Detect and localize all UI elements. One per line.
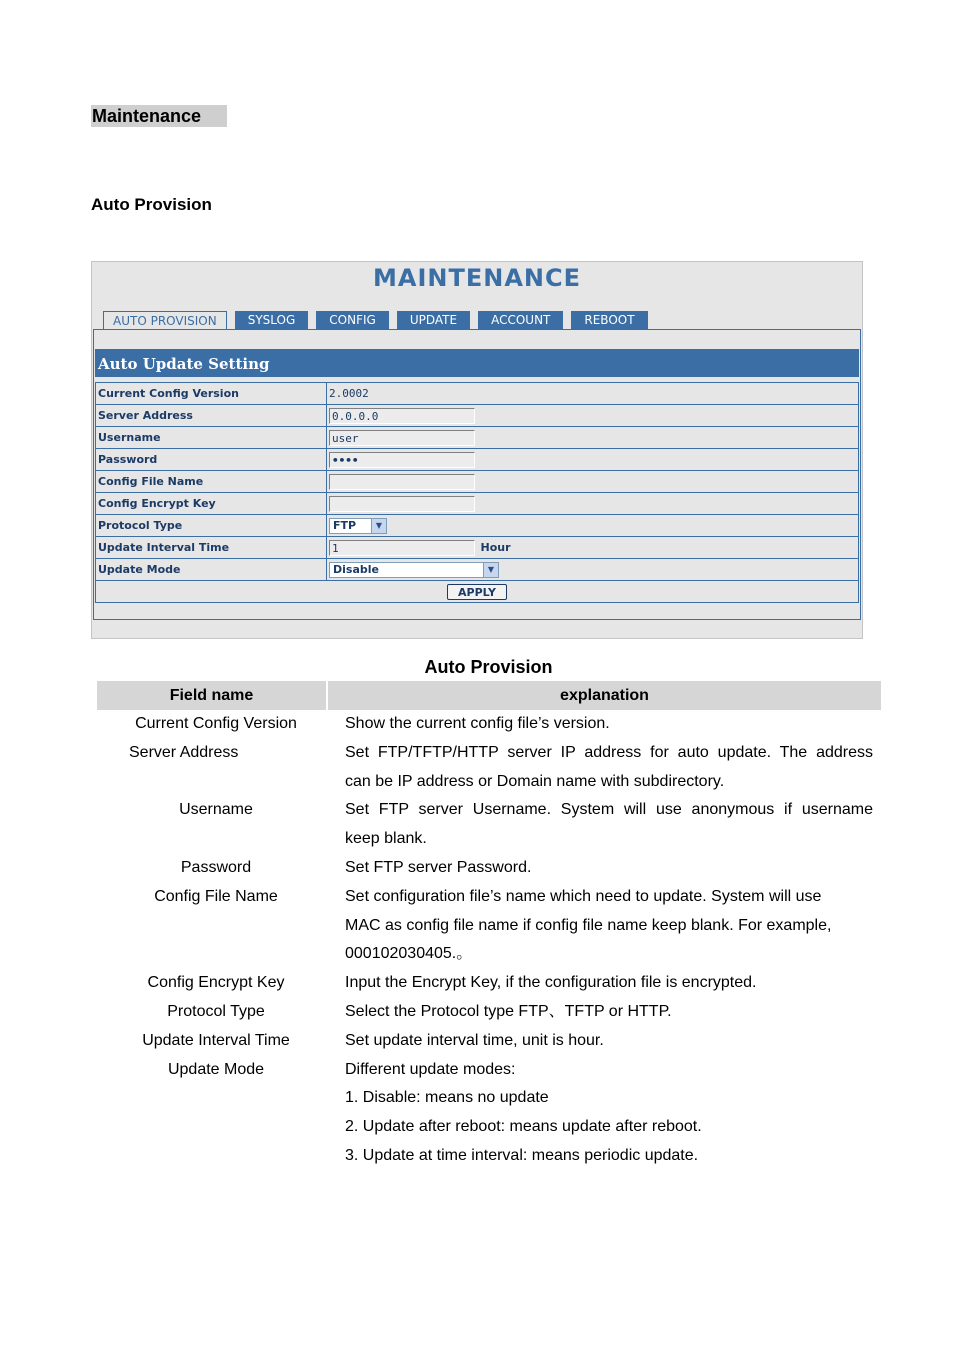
- explanation-line: can be IP address or Domain name with subdirectory.: [345, 772, 725, 790]
- explanation-line: Set FTP server Password.: [345, 858, 532, 876]
- explanation-line: Input the Encrypt Key, if the configuration file is encrypted.: [345, 974, 757, 992]
- table-row: [97, 796, 881, 854]
- explanation: [345, 1056, 873, 1171]
- current-config-version-label: Current Config Version: [96, 383, 327, 405]
- table-row: [97, 854, 881, 883]
- table-row: [97, 1056, 881, 1171]
- tab-update[interactable]: UPDATE: [397, 311, 470, 330]
- field-name: Server Address: [129, 743, 239, 761]
- tab-auto-provision[interactable]: AUTO PROVISION: [103, 311, 227, 330]
- explanation-line: Set FTP/TFTP/HTTP server IP address for auto update. The address: [345, 743, 873, 761]
- explanation-line: Show the current config file’s version.: [345, 715, 610, 732]
- chevron-down-icon[interactable]: ▼: [371, 519, 386, 533]
- explanation-line: Set configuration file’s name which need to update. System will use: [345, 887, 822, 905]
- explanation-line: MAC as config file name if config file name keep blank. For example,: [345, 916, 832, 934]
- protocol-type-select[interactable]: [329, 518, 387, 534]
- explanation-rows: [97, 710, 881, 1171]
- explanation-line: Set FTP server Username. System will use anonymous if username: [345, 801, 873, 819]
- form-row: [96, 427, 859, 449]
- field-name: Password: [180, 858, 252, 876]
- apply-button[interactable]: APPLY: [447, 584, 507, 600]
- form-row: [96, 471, 859, 493]
- password-label: Password: [96, 449, 327, 471]
- update-interval-time-input[interactable]: 1: [329, 540, 475, 556]
- explanation-header: explanation: [328, 681, 881, 710]
- update-mode-select[interactable]: [329, 562, 499, 578]
- chevron-down-icon[interactable]: ▼: [483, 563, 498, 577]
- tab-reboot[interactable]: REBOOT: [571, 311, 647, 330]
- field-name-header: Field name: [97, 681, 326, 710]
- panel-title: MAINTENANCE: [373, 264, 581, 292]
- config-encrypt-key-label: Config Encrypt Key: [96, 493, 327, 515]
- explanation: [345, 854, 873, 883]
- field-name: Current Config Version: [135, 715, 297, 732]
- section-heading: Maintenance: [91, 105, 227, 127]
- tab-config[interactable]: CONFIG: [316, 311, 389, 330]
- tab-syslog[interactable]: SYSLOG: [235, 311, 309, 330]
- config-file-name-label: Config File Name: [96, 471, 327, 493]
- field-name: Update Interval Time: [142, 1031, 290, 1049]
- explanation: [345, 883, 873, 969]
- protocol-type-label: Protocol Type: [96, 515, 327, 537]
- explanation-line: Different update modes:: [345, 1060, 516, 1078]
- update-mode-value: Disable: [333, 563, 379, 576]
- table-row: [97, 1027, 881, 1056]
- update-interval-time-label: Update Interval Time: [96, 537, 327, 559]
- field-name: Protocol Type: [167, 1002, 265, 1020]
- username-input[interactable]: user: [329, 430, 475, 446]
- explanation: [345, 796, 873, 854]
- auto-update-form: [95, 382, 859, 603]
- table-row: [97, 883, 881, 969]
- explanation: [345, 998, 873, 1027]
- form-row: [96, 515, 859, 537]
- table-row: [97, 710, 881, 739]
- username-label: Username: [96, 427, 327, 449]
- explanation-line: 000102030405.。: [345, 945, 473, 963]
- explanation: [345, 969, 873, 998]
- form-row: [96, 383, 859, 405]
- form-row: [96, 537, 859, 559]
- explanation: [345, 710, 873, 739]
- explanation: [345, 1027, 873, 1056]
- explanation-line: 3. Update at time interval: means periodic update.: [345, 1146, 699, 1164]
- table-row: [97, 969, 881, 998]
- maintenance-panel: [91, 261, 863, 639]
- config-file-name-input[interactable]: [329, 474, 475, 490]
- explanation-line: Select the Protocol type FTP、TFTP or HTTP.: [345, 1002, 672, 1020]
- protocol-type-value: FTP: [333, 519, 357, 532]
- form-row: [96, 449, 859, 471]
- server-address-input[interactable]: 0.0.0.0: [329, 408, 475, 424]
- form-row: [96, 493, 859, 515]
- explanation-line: keep blank.: [345, 830, 427, 848]
- form-row: [96, 581, 859, 603]
- update-mode-label: Update Mode: [96, 559, 327, 581]
- server-address-label: Server Address: [96, 405, 327, 427]
- form-row: [96, 405, 859, 427]
- field-name: Config Encrypt Key: [147, 974, 285, 992]
- table-row: [97, 739, 881, 797]
- tab-account[interactable]: ACCOUNT: [478, 311, 563, 330]
- explanation-line: 2. Update after reboot: means update after reboot.: [345, 1118, 702, 1136]
- explanation: [345, 739, 873, 797]
- field-name: Config File Name: [154, 887, 278, 905]
- password-input[interactable]: ••••: [329, 452, 475, 468]
- tab-bar: [103, 311, 656, 330]
- form-row: [96, 559, 859, 581]
- auto-update-setting-header: Auto Update Setting: [95, 349, 859, 377]
- current-config-version-value: 2.0002: [327, 383, 859, 405]
- sub-heading: Auto Provision: [91, 195, 212, 214]
- field-name: Username: [179, 801, 253, 819]
- config-encrypt-key-input[interactable]: [329, 496, 475, 512]
- explanation-line: 1. Disable: means no update: [345, 1089, 549, 1107]
- field-name: Update Mode: [167, 1060, 265, 1078]
- table-row: [97, 998, 881, 1027]
- table-caption: Auto Provision: [424, 657, 553, 677]
- update-interval-unit: Hour: [480, 541, 511, 554]
- explanation-line: Set update interval time, unit is hour.: [345, 1031, 604, 1049]
